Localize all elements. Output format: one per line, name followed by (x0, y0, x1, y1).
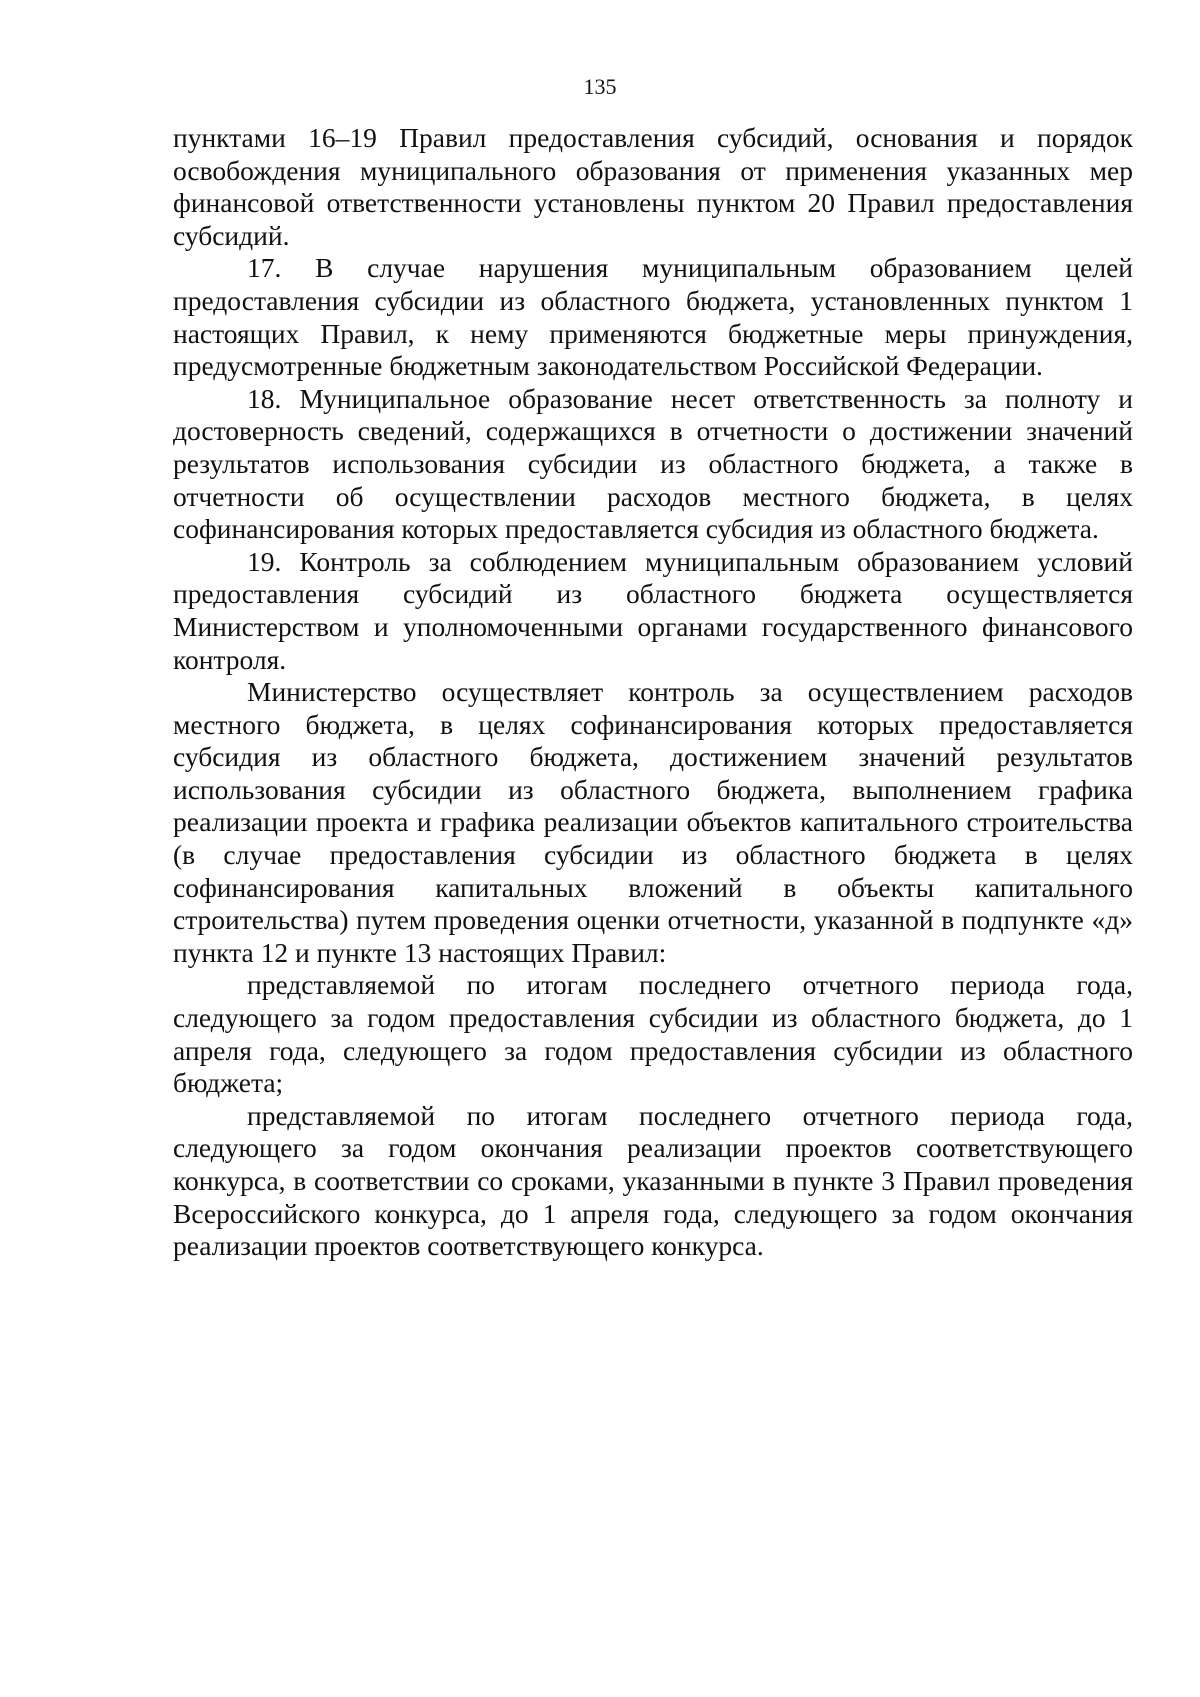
page-number: 135 (583, 74, 617, 99)
paragraph-ministry-control: Министерство осуществляет контроль за осуществлением расходов местного бюджета, в целях софинансирования которых предоставляется субсидия из областного бюджета, достижением значений результатов использования субсидии из областного бюджета, выполнением графика реализации проекта и графика реализации объектов капитального строительства (в случае предоставления субсидии из областного бюджета в целях софинансирования капитальных вложений в объекты капитального строительства) путем проведения оценки отчетности, указанной в подпункте «д» пункта 12 и пункте 13 настоящих Правил: (173, 676, 1133, 968)
paragraph-continuation: пунктами 16–19 Правил предоставления субсидий, основания и порядок освобождения муниципального образования от применения указанных мер финансовой ответственности установлены пунктом 20 Правил предоставления субсидий. (173, 122, 1133, 251)
paragraph-reporting-second: представляемой по итогам последнего отчетного периода года, следующего за годом окончания реализации проектов соответствующего конкурса, в соответствии со сроками, указанными в пункте 3 Правил проведения Всероссийского конкурса, до 1 апреля года, следующего за годом окончания реализации проектов соответствующего конкурса. (173, 1099, 1133, 1262)
paragraph-item-17: 17. В случае нарушения муниципальным образованием целей предоставления субсидии из областного бюджета, установленных пунктом 1 настоящих Правил, к нему применяются бюджетные меры принуждения, предусмотренные бюджетным законодательством Российской Федерации. (173, 252, 1133, 382)
paragraph-item-18: 18. Муниципальное образование несет ответственность за полноту и достоверность сведений, содержащихся в отчетности о достижении значений результатов использования субсидии из областного бюджета, а также в отчетности об осуществлении расходов местного бюджета, в целях софинансирования которых предоставляется субсидия из областного бюджета. (173, 382, 1133, 545)
document-body (173, 122, 1133, 1263)
paragraph-item-19: 19. Контроль за соблюдением муниципальным образованием условий предоставления субсидий из областного бюджета осуществляется Министерством и уполномоченными органами государственного финансового контроля. (173, 545, 1133, 675)
paragraph-reporting-first: представляемой по итогам последнего отчетного периода года, следующего за годом предоставления субсидии из областного бюджета, до 1 апреля года, следующего за годом предоставления субсидии из областного бюджета; (173, 969, 1133, 1099)
